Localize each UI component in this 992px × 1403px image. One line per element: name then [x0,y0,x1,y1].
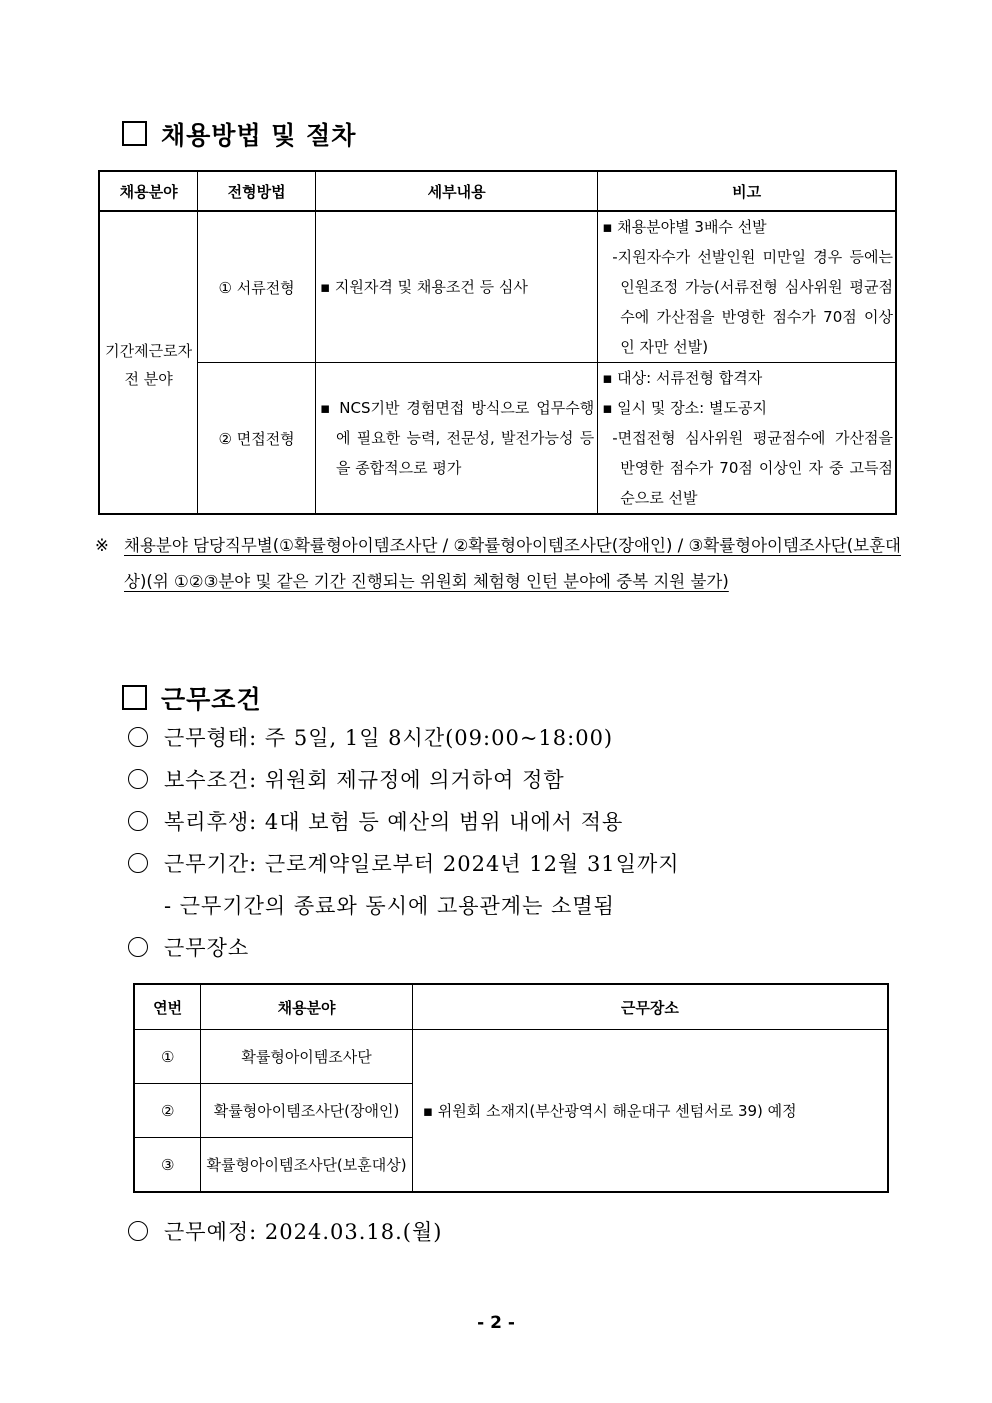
section-title-recruitment-process [122,116,356,152]
circle-bullet-icon [128,727,148,747]
table-header-row [134,984,888,1030]
condition-text: 복리후생: 4대 보험 등 예산의 범위 내에서 적용 [164,810,624,834]
header-method: 전형방법 [198,171,316,211]
remarks-interview-bullet-2: ▪ 일시 및 장소: 별도공지 [602,399,767,417]
remarks-document-bullet: ▪ 채용분야별 3배수 선발 [602,218,767,236]
method-document: ① 서류전형 [198,211,316,363]
detail-document-cell [315,211,597,363]
header-remarks: 비고 [598,171,896,211]
remarks-interview-bullet-1: ▪ 대상: 서류전형 합격자 [602,369,763,387]
field-line-1: 기간제근로자 [105,341,193,360]
row-field: 확률형아이템조사단 [201,1030,412,1084]
condition-text: 근무기간: 근로계약일로부터 2024년 12월 31일까지 [164,852,680,876]
table-row [99,211,896,363]
work-location-table [133,983,889,1193]
condition-text: 근무예정: 2024.03.18.(월) [164,1220,443,1244]
detail-interview: ▪ NCS기반 경험면접 방식으로 업무수행에 필요한 능력, 전문성, 발전가능성 등을 종합적으로 평가 [319,399,595,477]
header-field: 채용분야 [201,984,412,1030]
condition-location [128,932,249,962]
circle-bullet-icon [128,811,148,831]
condition-period [128,848,680,878]
condition-salary [128,764,565,794]
section-title-working-conditions [122,680,262,716]
condition-benefits [128,806,623,836]
row-no: ③ [134,1138,201,1193]
remarks-document-cell [598,211,896,363]
condition-start-date [128,1216,442,1246]
row-field: 확률형아이템조사단(장애인) [201,1084,412,1138]
header-detail: 세부내용 [315,171,597,211]
detail-document: ▪ 지원자격 및 채용조건 등 심사 [319,278,528,296]
field-cell [99,211,198,514]
condition-text: 근무장소 [164,936,250,960]
checkbox-square-icon [122,685,147,710]
table-row [134,1030,888,1084]
section-title-text: 근무조건 [161,685,262,714]
section-title-text: 채용방법 및 절차 [161,121,357,150]
row-field: 확률형아이템조사단(보훈대상) [201,1138,412,1193]
checkbox-square-icon [122,121,147,146]
remarks-interview-cell [598,363,896,515]
remarks-interview-sub: -면접전형 심사위원 평균점수에 가산점을 반영한 점수가 70점 이상인 자 중 고득점순으로 선발 [612,429,893,507]
page-number: - 2 - [477,1313,515,1333]
condition-work-type [128,722,613,752]
method-interview: ② 면접전형 [198,363,316,515]
table-row [99,363,896,515]
circle-bullet-icon [128,853,148,873]
row-no: ② [134,1084,201,1138]
remarks-document-sub: -지원자수가 선발인원 미만일 경우 등에는 인원조정 가능(서류전형 심사위원 평균점수에 가산점을 반영한 점수가 70점 이상인 자만 선발) [612,248,893,356]
condition-period-note: - 근무기간의 종료와 동시에 고용관계는 소멸됨 [164,894,615,918]
circle-bullet-icon [128,769,148,789]
detail-interview-cell [315,363,597,515]
condition-text: 보수조건: 위원회 제규정에 의거하여 정함 [164,768,565,792]
header-no: 연번 [134,984,201,1030]
circle-bullet-icon [128,937,148,957]
header-location: 근무장소 [412,984,888,1030]
note-text: 채용분야 담당직무별(①확률형아이템조사단 / ②확률형아이템조사단(장애인) / ③확률형아이템조사단(보훈대상)(위 ①②③분야 및 같은 기간 진행되는 위원회 체험형 인턴 분야에 중복 지원 불가) [124,536,901,591]
note-mark: ※ [95,536,109,555]
condition-text: 근무형태: 주 5일, 1일 8시간(09:00~18:00) [164,726,614,750]
row-no: ① [134,1030,201,1084]
circle-bullet-icon [128,1221,148,1241]
field-line-2: 전 분야 [124,369,173,388]
table-header-row [99,171,896,211]
location-cell: ▪ 위원회 소재지(부산광역시 해운대구 센텀서로 39) 예정 [412,1030,888,1193]
header-field: 채용분야 [99,171,198,211]
recruitment-process-table [98,170,897,515]
duplicate-application-note [95,528,901,600]
